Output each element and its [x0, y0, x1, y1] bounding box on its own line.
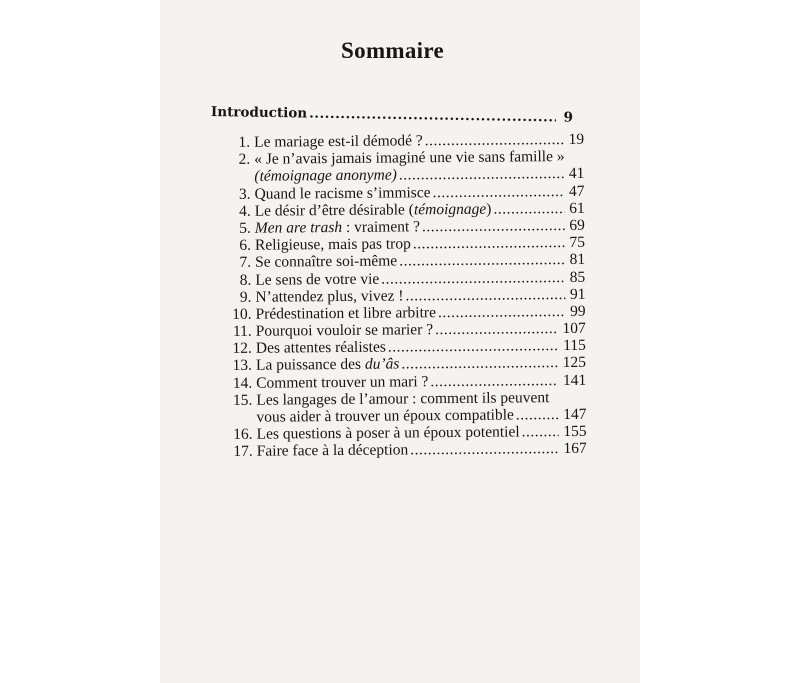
- entry-number: 6.: [239, 236, 252, 254]
- entry-page: 61: [569, 199, 585, 217]
- entry-subtitle: (témoignage anonyme): [254, 166, 397, 186]
- entry-title: Le mariage est-il démodé ?: [253, 132, 423, 151]
- entry-number: 5.: [239, 219, 251, 237]
- entry-title: Quand le racisme s’immisce: [254, 183, 431, 203]
- dot-leader: [522, 423, 559, 441]
- dot-leader: [422, 217, 564, 235]
- entry-number: 11.: [232, 322, 252, 340]
- entry-number: 1.: [238, 133, 251, 151]
- entry-page: 91: [569, 285, 586, 303]
- dot-leader: [399, 251, 565, 270]
- entry-page: 167: [563, 440, 587, 458]
- entry-page: 69: [569, 216, 585, 234]
- toc-list: [224, 131, 587, 461]
- entry-page: 99: [569, 302, 586, 320]
- entry-page: 19: [568, 130, 585, 148]
- entry-title: Pourquoi vouloir se marier ?: [255, 321, 434, 340]
- dot-leader: [405, 286, 565, 305]
- dot-leader: [435, 320, 558, 338]
- entry-number: 16.: [233, 425, 253, 444]
- entry-page: 125: [562, 354, 587, 372]
- entry-number: 15.: [232, 391, 253, 409]
- entry-page: 85: [569, 268, 586, 286]
- entry-number: 2.: [238, 150, 251, 169]
- dot-leader: [399, 165, 564, 184]
- dot-leader: [410, 440, 558, 458]
- entry-page: 107: [562, 319, 586, 338]
- entry-title: Prédestination et libre arbitre: [255, 304, 436, 323]
- entry-page: 155: [563, 423, 587, 441]
- introduction-label: Introduction: [210, 104, 308, 122]
- entry-page: 75: [569, 233, 586, 252]
- entry-title: Comment trouver un mari ?: [256, 372, 429, 392]
- entry-title: Le sens de votre vie: [255, 270, 380, 289]
- dot-leader: [430, 372, 558, 390]
- entry-page: 81: [569, 251, 586, 269]
- dot-leader: [401, 355, 558, 374]
- entry-title: Les questions à poser à un époux potentiel: [256, 423, 520, 443]
- entry-title: Le désir d’être désirable (témoignage): [254, 200, 492, 220]
- introduction-page: 9: [563, 109, 574, 126]
- dot-leader: [388, 337, 558, 356]
- entry-number: 7.: [239, 254, 252, 272]
- entry-page: 41: [568, 165, 585, 183]
- entry-number: 3.: [238, 185, 251, 203]
- entry-title: Faire face à la déception: [256, 441, 409, 461]
- entry-title: Men are trash : vraiment ?: [254, 218, 421, 237]
- entry-title: Des attentes réalistes: [255, 338, 386, 357]
- dot-leader: [493, 200, 564, 218]
- entry-title: La puissance des du’âs: [255, 355, 400, 375]
- entry-page: 141: [562, 371, 587, 389]
- dot-leader: [432, 183, 564, 201]
- entry-number: 17.: [233, 443, 253, 461]
- entry-page: 47: [568, 182, 585, 200]
- dot-leader: [516, 406, 558, 424]
- entry-title: N’attendez plus, vivez !: [255, 287, 404, 306]
- entry-title: Religieuse, mais pas trop: [254, 235, 411, 254]
- entry-number: 4.: [238, 202, 251, 220]
- entry-number: 8.: [239, 271, 252, 289]
- entry-title: « Je n’avais jamais imaginé une vie sans famille »: [254, 148, 565, 168]
- dot-leader: [381, 269, 565, 288]
- toc-entry: [227, 440, 587, 460]
- entry-number: 10.: [232, 305, 252, 323]
- entry-title: Se connaître soi-même: [255, 252, 398, 272]
- entry-title: Les langages de l’amour : comment ils peuvent: [256, 388, 550, 409]
- dot-leader: [438, 303, 565, 321]
- entry-number: 9.: [239, 288, 252, 306]
- dot-leader: [425, 131, 564, 149]
- entry-number: 14.: [232, 374, 253, 392]
- entry-page: 115: [563, 337, 586, 355]
- entry-number: 13.: [232, 357, 253, 375]
- entry-page: 147: [563, 405, 587, 424]
- entry-title-continued: vous aider à trouver un époux compatible: [256, 406, 514, 426]
- entry-number: 12.: [232, 340, 252, 358]
- page-title: Sommaire: [341, 38, 444, 63]
- dot-leader: [413, 234, 565, 253]
